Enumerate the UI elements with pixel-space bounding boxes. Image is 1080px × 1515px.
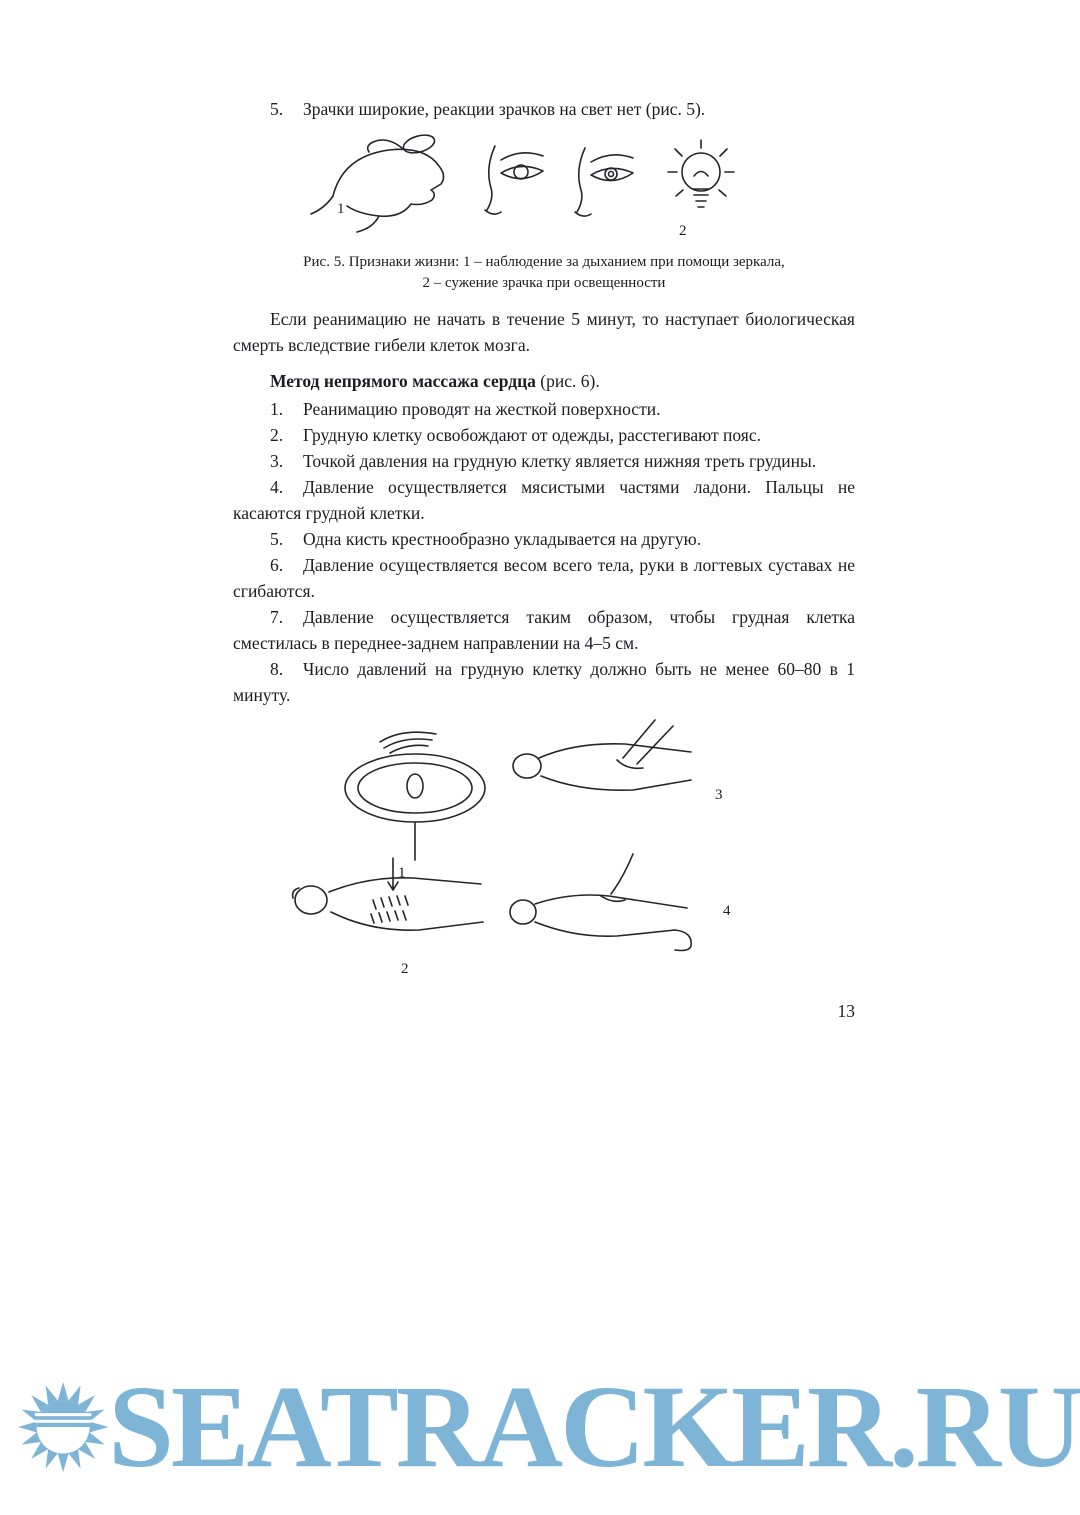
step-4 xyxy=(233,474,855,526)
step-2-number: 2. xyxy=(270,425,284,445)
step-3-text: Точкой давления на грудную клетку является нижняя треть грудины. xyxy=(303,451,817,471)
step-8 xyxy=(233,656,855,708)
figure-6-label-1: 1 xyxy=(398,865,406,881)
figure-5-caption-line-1: Рис. 5. Признаки жизни: 1 – наблюдение за дыханием при помощи зеркала, xyxy=(303,254,785,270)
figure-5-caption-line-2: 2 – сужение зрачка при освещенности xyxy=(422,275,666,291)
step-6 xyxy=(233,552,855,604)
step-7 xyxy=(233,604,855,656)
step-6-text: Давление осуществляется весом всего тела, руки в логтевых суставах не сгибаются. xyxy=(233,555,855,601)
ribcage-cross-section-drawing xyxy=(338,726,493,866)
light-bulb-drawing xyxy=(661,134,741,226)
list-item-5-number: 5. xyxy=(270,99,284,119)
step-4-number: 4. xyxy=(270,477,284,497)
figure-6-label-2: 2 xyxy=(401,961,409,977)
step-1-text: Реанимацию проводят на жесткой поверхности. xyxy=(303,399,661,419)
chest-compression-drawing-3 xyxy=(505,718,710,810)
step-8-text: Число давлений на грудную клетку должно быть не менее 60–80 в 1 минуту. xyxy=(233,659,855,705)
list-item-5 xyxy=(233,96,855,122)
step-3 xyxy=(233,448,855,474)
eye-narrow-pupil-drawing xyxy=(571,142,641,222)
step-6-number: 6. xyxy=(270,555,284,575)
step-5 xyxy=(233,526,855,552)
intro-paragraph: Если реанимацию не начать в течение 5 минут, то наступает биологическая смерть вследствие гибели клеток мозга. xyxy=(233,309,855,355)
step-2 xyxy=(233,422,855,448)
step-5-text: Одна кисть крестнообразно укладывается на другую. xyxy=(303,529,702,549)
figure-6 xyxy=(233,718,855,980)
section-heading-bold: Метод непрямого массажа сердца xyxy=(270,371,536,391)
step-1 xyxy=(233,396,855,422)
step-7-text: Давление осуществляется таким образом, чтобы грудная клетка сместилась в переднее-заднем направлении на 4–5 см. xyxy=(233,607,855,653)
watermark xyxy=(18,1351,1080,1503)
step-3-number: 3. xyxy=(270,451,284,471)
figure-5-label-1: 1 xyxy=(337,201,345,217)
section-heading-tail: (рис. 6). xyxy=(535,371,600,391)
step-7-number: 7. xyxy=(270,607,284,627)
section-heading xyxy=(233,368,855,394)
child-compression-drawing-4 xyxy=(505,850,720,954)
watermark-text: SEATRACKER.RU xyxy=(108,1361,1080,1492)
page-number: 13 xyxy=(837,1001,855,1021)
text-column xyxy=(233,96,855,1024)
step-1-number: 1. xyxy=(270,399,284,419)
step-4-text: Давление осуществляется мясистыми частями ладони. Пальцы не касаются грудной клетки. xyxy=(233,477,855,523)
eye-wide-pupil-drawing xyxy=(481,140,551,220)
figure-6-label-3: 3 xyxy=(715,787,723,803)
figure-5-label-2: 2 xyxy=(679,223,687,239)
figure-5 xyxy=(233,128,855,248)
hand-position-marks-drawing-2 xyxy=(285,856,495,964)
step-2-text: Грудную клетку освобождают от одежды, расстегивают пояс. xyxy=(303,425,761,445)
sun-logo-icon xyxy=(18,1352,108,1502)
step-5-number: 5. xyxy=(270,529,284,549)
list-item-5-text: Зрачки широкие, реакции зрачков на свет нет (рис. 5). xyxy=(303,99,706,119)
step-8-number: 8. xyxy=(270,659,284,679)
figure-6-label-4: 4 xyxy=(723,903,731,919)
head-with-mirror-drawing xyxy=(303,130,468,238)
